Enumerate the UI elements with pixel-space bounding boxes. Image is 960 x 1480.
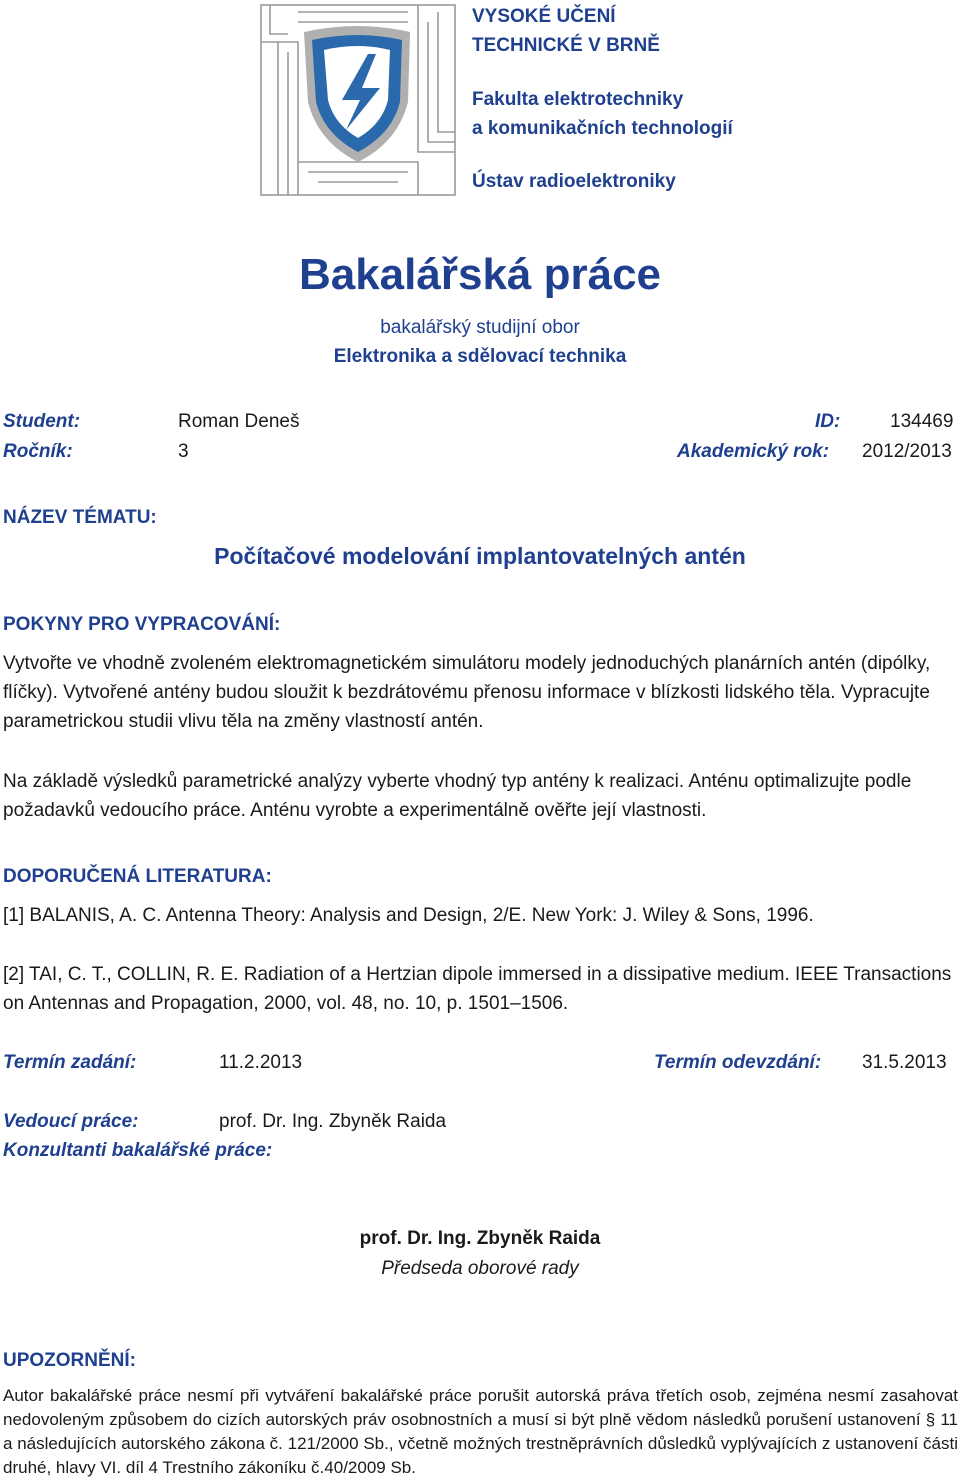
instructions-paragraph-1: Vytvořte ve vhodně zvoleném elektromagnetickém simulátoru modely jednoduchých planárních antén (dipólky, flíčky). Vytvořené antény budou sloužit k bezdrátovému přenosu informace v blízkosti lidského těla. Vypracujte parametrickou studii vlivu těla na změny vlastností antén. — [3, 653, 931, 732]
student-label: Student: — [3, 411, 81, 432]
study-type: bakalářský studijní obor — [380, 317, 580, 338]
department-name: Ústav radioelektroniky — [472, 171, 676, 192]
university-name-line2: TECHNICKÉ V BRNĚ — [472, 35, 660, 56]
literature-label: DOPORUČENÁ LITERATURA: — [3, 866, 272, 887]
signature-role: Předseda oborové rady — [381, 1258, 579, 1279]
consultants-label: Konzultanti bakalářské práce: — [3, 1140, 273, 1161]
assigned-date-label: Termín zadání: — [3, 1052, 137, 1073]
topic-title: Počítačové modelování implantovatelných antén — [214, 543, 746, 569]
study-field: Elektronika a sdělovací technika — [333, 346, 627, 367]
logo-emblem-icon — [258, 2, 458, 198]
faculty-name-line1: Fakulta elektrotechniky — [472, 89, 684, 110]
supervisor-value: prof. Dr. Ing. Zbyněk Raida — [219, 1111, 447, 1132]
due-date-value: 31.5.2013 — [862, 1052, 947, 1073]
academic-year-value: 2012/2013 — [862, 441, 952, 462]
university-logo — [258, 2, 458, 198]
literature-reference-2: [2] TAI, C. T., COLLIN, R. E. Radiation of a Hertzian dipole immersed in a dissipative medium. IEEE Transactions on Antennas and Propagation, 2000, vol. 48, no. 10, p. 1501–1506. — [3, 964, 952, 1014]
literature-reference-1: [1] BALANIS, A. C. Antenna Theory: Analysis and Design, 2/E. New York: J. Wiley & Sons, 1996. — [3, 905, 814, 926]
year-label: Ročník: — [3, 441, 73, 462]
faculty-name-line2: a komunikačních technologií — [472, 118, 733, 139]
due-date-label: Termín odevzdání: — [654, 1052, 822, 1073]
id-label: ID: — [815, 411, 841, 432]
document-title: Bakalářská práce — [298, 250, 662, 299]
university-name-line1: VYSOKÉ UČENÍ — [472, 6, 616, 27]
instructions-paragraph-2: Na základě výsledků parametrické analýzy vyberte vhodný typ antény k realizaci. Anténu optimalizujte podle požadavků vedoucího práce. Anténu vyrobte a experimentálně ověřte její vlastnosti. — [3, 771, 912, 821]
academic-year-label: Akademický rok: — [677, 441, 830, 462]
warning-text: Autor bakalářské práce nesmí při vytváření bakalářské práce porušit autorská práva třetích osob, zejména nesmí zasahovat nedovoleným způsobem do cizích autorských práv osobnostních a musí si být plně vědom následků porušení ustanovení § 11 a následujících autorského zákona č. 121/2000 Sb., včetně možných trestněprávních důsledků vyplývajících z ustanovení části druhé, hlavy VI. díl 4 Trestního zákoníku č.40/2009 Sb. — [3, 1386, 958, 1477]
year-value: 3 — [178, 441, 189, 462]
student-value: Roman Deneš — [178, 411, 300, 432]
signature-name: prof. Dr. Ing. Zbyněk Raida — [359, 1228, 601, 1249]
instructions-label: POKYNY PRO VYPRACOVÁNÍ: — [3, 614, 281, 635]
topic-label: NÁZEV TÉMATU: — [3, 507, 157, 528]
id-value: 134469 — [890, 411, 954, 432]
assigned-date-value: 11.2.2013 — [219, 1052, 303, 1073]
supervisor-label: Vedoucí práce: — [3, 1111, 139, 1132]
warning-label: UPOZORNĚNÍ: — [3, 1350, 136, 1371]
